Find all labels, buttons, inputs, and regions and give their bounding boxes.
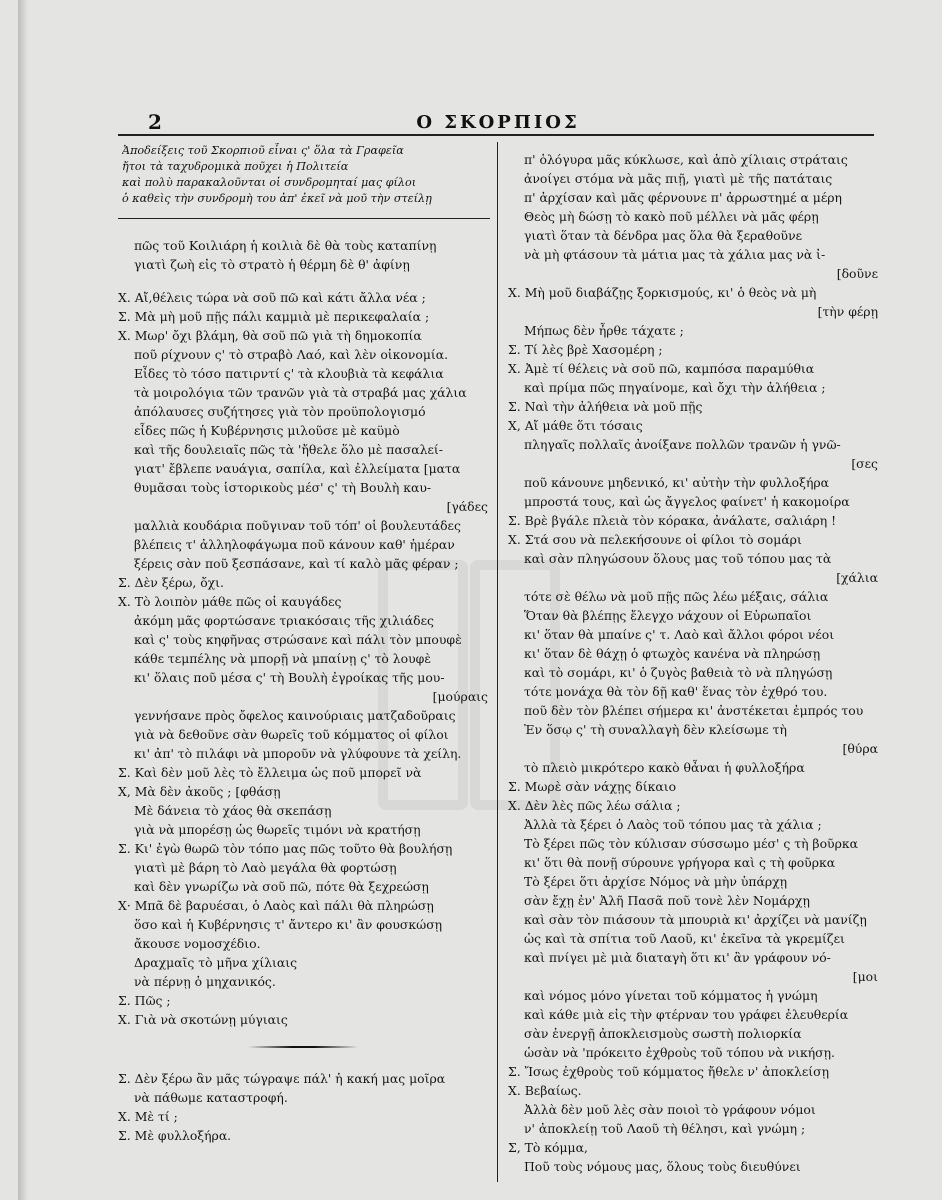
- text-line: Χ. Στά σου νὰ πελεκήσουνε οἱ φίλοι τὸ σομάρι: [508, 532, 802, 547]
- newspaper-title: Ο ΣΚΟΡΠΙΟΣ: [416, 112, 580, 133]
- text-line: Σ. Πῶς ;: [118, 993, 171, 1008]
- text-line: Χ. Τὸ λοιπὸν μάθε πῶς οἱ καυγάδες: [118, 594, 342, 609]
- text-line: [γάδες: [446, 499, 488, 514]
- text-line: Χ. Γιὰ νὰ σκοτώνῃ μύγιαις: [118, 1012, 288, 1027]
- text-line: γιὰ νὰ μπορέσῃ ὡς θωρεῖς τιμόνι νὰ κρατήσῃ: [134, 822, 421, 837]
- text-line: Χ. Μὴ μοῦ διαβάζῃς ξορκισμούς, κι' ὁ θεὸς νὰ μὴ: [508, 285, 817, 300]
- text-line: Ἐν ὅσῳ ς' τὴ συναλλαγὴ δὲν κλείσωμε τὴ: [524, 722, 787, 737]
- text-line: Τὸ ξέρει ὅτι ἀρχίσε Νόμος νὰ μὴν ὑπάρχῃ: [524, 874, 788, 889]
- text-line: [μοι: [852, 969, 878, 984]
- text-line: μαλλιὰ κουδάρια ποῦγιναν τοῦ τόπ' οἱ βουλευτάδες: [134, 518, 461, 533]
- text-line: βλέπεις τ' ἀλληλοφάγωμα ποῦ κάνουν καθ' ἡμέραν: [134, 537, 455, 552]
- text-line: [χάλια: [836, 570, 878, 585]
- text-line: Σ. Ἴσως ἐχθροὺς τοῦ κόμματος ἤθελε ν' ἀποκλείσῃ: [508, 1064, 830, 1079]
- text-line: σὰν ἐνεργῇ ἀποκλεισμοὺς σωστὴ πολιορκία: [524, 1026, 802, 1041]
- text-line: Εἶδες τὸ τόσο πατιρντί ς' τὰ κλουβιὰ τὰ κεφάλια: [134, 366, 444, 381]
- text-line: Σ. Καὶ δὲν μοῦ λὲς τὸ ἔλλειμα ὡς ποῦ μπορεῖ νὰ: [118, 765, 422, 780]
- text-line: τὰ μοιρολόγια τῶν τρανῶν γιὰ τὰ στραβά μας χάλια: [134, 385, 467, 400]
- text-line: Χ, Αἴ μάθε ὅτι τόσαις: [508, 418, 643, 433]
- text-line: Σ. Μωρὲ σὰν νάχῃς δίκαιο: [508, 779, 677, 794]
- text-line: Χ. Δὲν λὲς πῶς λέω σάλια ;: [508, 798, 681, 813]
- text-line: Δραχμαῖς τὸ μῆνα χίλιαις: [134, 955, 298, 970]
- section-divider-ornament: [248, 1043, 358, 1051]
- right-text-column: [508, 150, 878, 1176]
- text-line: [θύρα: [842, 741, 878, 756]
- notice-line: ὁ καθεὶς τὴν συνδρομὴ του ἀπ' ἐκεῖ νὰ μοῦ τὴν στείλῃ: [122, 192, 432, 205]
- text-line: [σες: [851, 456, 878, 471]
- text-line: κι' ὅταν δὲ θάχῃ ὁ φτωχὸς κανένα νὰ πληρώσῃ: [524, 646, 821, 661]
- text-line: Σ. Τί λὲς βρὲ Χασομέρη ;: [508, 342, 663, 357]
- text-line: Χ. Μὲ τί ;: [118, 1109, 178, 1124]
- text-line: Ὅταν θὰ βλέπῃς ἔλεγχο νάχουν οἱ Εὐρωπαῖοι: [524, 608, 812, 623]
- masthead: [118, 110, 878, 134]
- text-line: πληγαῖς πολλαῖς ἀνοίξανε πολλῶν τρανῶν ἡ γνῶ-: [524, 437, 841, 452]
- text-line: γιατὶ ζωὴ εἰς τὸ στρατὸ ἡ θέρμη δὲ θ' ἀφίνῃ: [134, 257, 410, 272]
- text-line: νὰ πάθωμε καταστροφή.: [134, 1090, 288, 1105]
- header-rule: [118, 134, 874, 136]
- text-line: θυμᾶσαι τοὺς ἱστορικοὺς μέσ' ς' τὴ Βουλὴ καυ-: [134, 480, 432, 495]
- text-line: Σ. Δὲν ξέρω, ὄχι.: [118, 575, 224, 590]
- text-line: πῶς τοῦ Κοιλιάρη ἡ κοιλιὰ δὲ θὰ τοὺς καταπίνῃ: [134, 238, 437, 253]
- text-line: Σ. Ναὶ τὴν ἀλήθεια νὰ μοῦ πῇς: [508, 399, 703, 414]
- text-line: ἄκουσε νομοσχέδιο.: [134, 936, 261, 951]
- text-line: Σ. Μὲ φυλλοξήρα.: [118, 1128, 232, 1143]
- text-line: ν' ἀποκλείῃ τοῦ Λαοῦ τὴ θέλησι, καὶ γνώμη ;: [524, 1121, 806, 1136]
- text-line: ἀνοίγει στόμα νὰ μᾶς πιῇ, γιατὶ μὲ τῆς πατάταις: [524, 171, 833, 186]
- column-divider: [497, 142, 498, 1182]
- text-line: μπροστά τους, καὶ ὡς ἄγγελος φαίνετ' ἡ κακομοίρα: [524, 494, 850, 509]
- text-line: ἀπόλαυσες συζήτησες γιὰ τὸν προϋπολογισμό: [134, 404, 426, 419]
- text-line: τὸ πλειὸ μικρότερο κακὸ θἆναι ἡ φυλλοξήρα: [524, 760, 805, 775]
- text-line: κι' ὅταν θὰ μπαίνε ς' τ. Λαὸ καὶ ἄλλοι φόροι νέοι: [524, 627, 835, 642]
- text-line: Χ, Μὰ δὲν ἀκοῦς ; [φθάσῃ: [118, 784, 281, 799]
- text-line: καὶ τὸ σομάρι, κι' ὁ ζυγὸς βαθειὰ τὸ νὰ πληγώσῃ: [524, 665, 833, 680]
- text-line: κάθε τεμπέλης νὰ μπορῇ νὰ μπαίνῃ ς' τὸ λουφὲ: [134, 651, 431, 666]
- text-line: καὶ σὰν πληγώσουν ὅλους μας τοῦ τόπου μας τὰ: [524, 551, 832, 566]
- text-line: Σ. Βρὲ βγάλε πλειὰ τὸν κόρακα, ἀνάλατε, σαλιάρη !: [508, 513, 837, 528]
- paragraph-gap: [118, 274, 488, 288]
- text-line: Χ· Μπᾶ δὲ βαρυέσαι, ὁ Λαὸς καὶ πάλι θὰ πληρώσῃ: [118, 898, 434, 913]
- text-line: καὶ κάθε μιὰ εἰς τὴν φτέρναν του γράφει ἐλευθερία: [524, 1007, 849, 1022]
- text-line: καὶ σὰν τὸν πιάσουν τὰ μπουριὰ κι' ἀρχίζει νὰ μανίζῃ: [524, 912, 867, 927]
- text-line: γιατὶ ὅταν τὰ δένδρα μας ὅλα θὰ ξεραθοῦνε: [524, 228, 803, 243]
- text-line: Ἀλλὰ δὲν μοῦ λὲς σὰν ποιοὶ τὸ γράφουν νόμοι: [524, 1102, 816, 1117]
- text-line: Θεὸς μὴ δώσῃ τὸ κακὸ ποῦ μέλλει νὰ μᾶς φέρῃ: [524, 209, 819, 224]
- text-line: καὶ πνίγει μὲ μιὰ διαταγὴ ὅτι κι' ἂν γράφουν νό-: [524, 950, 831, 965]
- text-line: κι' ὅτι θὰ πονῇ σύρουνε γρήγορα καὶ ς τὴ φοῦρκα: [524, 855, 836, 870]
- text-line: γιατ' ἔβλεπε ναυάγια, σαπίλα, καὶ ἐλλείματα [ματα: [134, 461, 461, 476]
- text-line: ποῦ κάνουνε μηδενικό, κι' αὐτὴν τὴν φυλλοξήρα: [524, 475, 830, 490]
- text-line: τότε μονάχα θὰ τὸν δῇ καθ' ἕνας τὸν ἐχθρό του.: [524, 684, 828, 699]
- notice-line: καὶ πολὺ παρακαλοῦνται οἱ συνδρομηταί μας φίλοι: [122, 176, 417, 189]
- text-line: Μήπως δὲν ἦρθε τάχατε ;: [524, 323, 684, 338]
- text-line: Χ. Ἀμὲ τί θέλεις νὰ σοῦ πῶ, καμπόσα παραμύθια: [508, 361, 815, 376]
- text-line: Σ. Κι' ἐγὼ θωρῶ τὸν τόπο μας πῶς τοῦτο θὰ βουλήσῃ: [118, 841, 453, 856]
- text-line: π' ὁλόγυρα μᾶς κύκλωσε, καὶ ἀπὸ χίλιαις στράταις: [524, 152, 848, 167]
- page-number: 2: [148, 110, 162, 134]
- text-line: [μούραις: [432, 689, 488, 704]
- page-edge-shadow: [18, 0, 28, 1200]
- notice-line: Ἀποδείξεις τοῦ Σκορπιοῦ εἶναι ς' ὅλα τὰ Γραφεῖα: [122, 144, 404, 157]
- text-line: ὡσὰν νὰ 'πρόκειτο ἐχθροὺς τοῦ τόπου νὰ νικήσῃ.: [524, 1045, 835, 1060]
- text-line: γιατὶ μὲ βάρη τὸ Λαὸ μεγάλα θὰ φορτώσῃ: [134, 860, 397, 875]
- text-line: σὰν ἔχῃ ἐν' Ἀλῆ Πασᾶ ποῦ τονὲ λὲν Νομάρχῃ: [524, 893, 810, 908]
- notice-rule: [118, 218, 490, 219]
- text-line: Μὲ δάνεια τὸ χάος θὰ σκεπάσῃ: [134, 803, 332, 818]
- text-line: κι' ἀπ' τὸ πιλάφι νὰ μποροῦν νὰ γλύφουνε τὰ χείλη.: [134, 746, 462, 761]
- text-line: γεννήσανε πρὸς ὄφελος καινούριαις ματζαδοῦραις: [134, 708, 456, 723]
- text-line: νὰ πέρνῃ ὁ μηχανικός.: [134, 974, 276, 989]
- notice-line: ἤτοι τὰ ταχυδρομικὰ ποῦχει ἡ Πολιτεία: [122, 160, 349, 173]
- text-line: καὶ τῆς δουλειαῖς πῶς τὰ 'ἤθελε ὅλο μὲ πασαλεί-: [134, 442, 443, 457]
- text-line: καὶ πρίμα πῶς πηγαίνομε, καὶ ὄχι τὴν ἀλήθεια ;: [524, 380, 826, 395]
- text-line: καὶ ς' τοὺς κηφῆνας στρώσανε καὶ πάλι τὸν μπουφὲ: [134, 632, 462, 647]
- text-line: Σ. Δὲν ξέρω ἂν μᾶς τώγραψε πάλ' ἡ κακή μας μοῖρα: [118, 1071, 446, 1086]
- text-line: τότε σὲ θέλω νὰ μοῦ πῇς πῶς λέω μέξαις, σάλια: [524, 589, 829, 604]
- subscription-notice: [122, 143, 492, 207]
- text-line: Σ. Μὰ μὴ μοῦ πῇς πάλι καμμιὰ μὲ περικεφαλαία ;: [118, 309, 430, 324]
- text-line: κι' ὅλαις ποῦ μέσα ς' τὴ Βουλὴ ἐγροίκας τῆς μου-: [134, 670, 445, 685]
- text-line: π' ἀρχίσαν καὶ μᾶς φέρνουνε π' ἀρρωστημέ α μέρη: [524, 190, 842, 205]
- text-line: νὰ μὴ φτάσουν τὰ μάτια μας τὰ χάλια μας νὰ ἰ-: [524, 247, 826, 262]
- text-line: ξέρεις σὰν ποῦ ξεσπάσανε, καὶ τί καλὸ μᾶς φέραν ;: [134, 556, 459, 571]
- text-line: εἶδες πῶς ἡ Κυβέρνησις μιλοῦσε μὲ καϋμὸ: [134, 423, 400, 438]
- text-line: ποῦ δὲν τὸν βλέπει σήμερα κι' ἀνστέκεται ἐμπρός του: [524, 703, 864, 718]
- text-line: γιὰ νὰ δεθοῦνε σὰν θωρεῖς τοῦ κόμματος οἱ φίλοι: [134, 727, 449, 742]
- left-text-column: [118, 236, 488, 1145]
- text-line: [δοῦνε: [836, 266, 878, 281]
- text-line: [τὴν φέρῃ: [817, 304, 878, 319]
- text-line: Ἀλλὰ τὰ ξέρει ὁ Λαὸς τοῦ τόπου μας τὰ χάλια ;: [524, 817, 822, 832]
- text-line: Χ. Μωρ' ὄχι βλάμη, θὰ σοῦ πῶ γιὰ τὴ δημοκοπία: [118, 328, 422, 343]
- text-line: καὶ δὲν γνωρίζω νὰ σοῦ πῶ, πότε θὰ ξεχρεώσῃ: [134, 879, 429, 894]
- text-line: καὶ νόμος μόνο γίνεται τοῦ κόμματος ἡ γνώμη: [524, 988, 818, 1003]
- text-line: Σ, Τὸ κόμμα,: [508, 1140, 588, 1155]
- text-line: ποῦ ρίχνουν ς' τὸ στραβὸ Λαό, καὶ λὲν οἰκονομία.: [134, 347, 449, 362]
- text-line: ὅσο καὶ ἡ Κυβέρνησις τ' ἄντερο κι' ἂν φουσκώσῃ: [134, 917, 443, 932]
- text-line: Χ. Αἴ,θέλεις τώρα νὰ σοῦ πῶ καὶ κάτι ἄλλα νέα ;: [118, 290, 426, 305]
- text-line: Τὸ ξέρει πῶς τὸν κύλισαν σύσσωμο μέσ' ς τὴ βοῦρκα: [524, 836, 858, 851]
- text-line: ἀκόμη μᾶς φορτώσανε τριακόσαις τῆς χιλιάδες: [134, 613, 434, 628]
- text-line: ὡς καὶ τὰ σπίτια τοῦ Λαοῦ, κι' ἐκεῖνα τὰ γκρεμίζει: [524, 931, 845, 946]
- text-line: Ποῦ τοὺς νόμους μας, ὅλους τοὺς διευθύνει: [524, 1159, 801, 1174]
- text-line: Χ. Βεβαίως.: [508, 1083, 582, 1098]
